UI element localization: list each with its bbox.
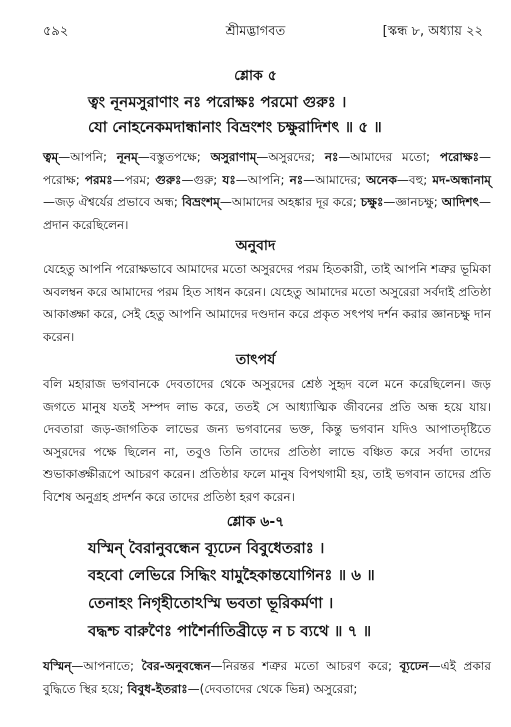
synonym-meaning: —বহু; <box>396 172 433 187</box>
synonym-meaning: —পরোক্ষ; <box>43 150 491 187</box>
synonym-word: গুরুঃ <box>155 172 182 187</box>
verse-line: বদ্ধশ্চ বারুণৈঃ পাশৈর্নাতিব্রীড়ে ন চ ব্যথে ॥ ৭ ॥ <box>88 622 372 640</box>
synonym-word: নঃ <box>324 150 339 164</box>
synonym-meaning: —জড় ঐশ্বর্যের প্রভাবে অন্ধ; <box>43 195 182 209</box>
synonym-meaning: —অসুরদের; <box>256 150 325 164</box>
synonym-word: বিবুধ-ইতরাঃ <box>127 681 188 696</box>
synonym-word: অনেক <box>366 172 397 187</box>
synonym-word: নূনম্ <box>116 150 138 164</box>
synonym-word: বিভ্রংশম্ <box>181 195 220 209</box>
translation-text: যেহেতু আপনি পরোক্ষভাবে আমাদের মতো অসুরদের পরম হিতকারী, তাই আপনি শত্রুর ভূমিকা অবলম্বন করে আমাদের পরম হিত সাধন করেন। যেহেতু আমাদের মতো অসুরেরা সর্বদাই প্রতিষ্ঠা আকাঙ্ক্ষা করে, সেই হেতু আপনি আমাদের দণ্ডদান করে প্রকৃত সৎপথ দর্শন করার জ্ঞানচক্ষু দান করেন। <box>43 262 491 344</box>
synonym-meaning: —(দেবতাদের থেকে ভিন্ন) অসুরেরা; <box>187 681 358 696</box>
synonym-meaning: —জ্ঞানচক্ষু; <box>383 195 442 209</box>
synonym-meaning: —আপনি; <box>235 172 290 187</box>
shloka-6-7-heading: শ্লোক ৬-৭ <box>226 514 285 530</box>
shloka-5-heading: শ্লোক ৫ <box>234 68 277 84</box>
synonym-word: ত্বম্ <box>43 150 59 164</box>
book-title: শ্রীমদ্ভাগবত <box>225 24 286 39</box>
synonym-word: বৈর-অনুবন্ধেন <box>141 659 211 673</box>
chapter-reference: [স্কন্ধ ৮, অধ্যায় ২২ <box>382 24 483 39</box>
synonym-word: মদ-অন্ধানাম্ <box>432 172 491 187</box>
synonym-word: আদিশৎ <box>441 195 479 209</box>
verse-line: যো নোহনেকমদান্ধানাং বিভ্রংশং চক্ষুরাদিশৎ ॥ ৫ ॥ <box>88 118 382 136</box>
synonym-meaning: —আপনি; <box>58 150 117 164</box>
synonym-meaning: —নিরন্তর শত্রুর মতো আচরণ করে; <box>210 659 400 673</box>
synonym-meaning: —গুরু; <box>181 172 223 187</box>
synonym-word: পরমঃ <box>84 172 113 187</box>
synonyms-shloka-6-7 <box>43 655 491 700</box>
verse-line: তেনাহং নিগৃহীতোঽস্মি ভবতা ভূরিকর্মণা । <box>88 594 334 612</box>
synonym-meaning: —বস্তুতপক্ষে; <box>137 150 211 164</box>
synonym-word: নঃ <box>289 172 304 187</box>
verse-line: বহবো লেভিরে সিদ্ধিং যামুহৈকান্তযোগিনঃ ॥ ৬ ॥ <box>88 566 375 584</box>
synonym-word: ব্যূঢেন <box>399 659 429 673</box>
purport-text: বলি মহারাজ ভগবানকে দেবতাদের থেকে অসুরদের শ্রেষ্ঠ সুহৃদ বলে মনে করেছিলেন। জড় জগতে মানুষ যতই সম্পদ লাভ করে, ততই সে আধ্যাত্মিক জীবনের প্রতি অন্ধ হয়ে যায়। দেবতারা জড়-জাগতিক লাভের জন্য ভগবানের ভক্ত, কিন্তু ভগবান যদিও আপাতদৃষ্টিতে অসুরদের পক্ষে ছিলেন না, তবুও তিনি তাদের প্রতিষ্ঠা লাভে বঞ্চিত করে সর্বদা তাদের শুভাকাঙ্ক্ষীরূপে আচরণ করেন। প্রতিষ্ঠার ফলে মানুষ বিপথগামী হয়, তাই ভগবান তাদের প্রতি বিশেষ অনুগ্রহ প্রদর্শন করে তাদের প্রতিষ্ঠা হরণ করেন। <box>43 377 491 504</box>
synonym-word: অসুরাণাম্ <box>210 150 257 164</box>
synonym-meaning: —প্রদান করেছিলেন। <box>43 195 491 232</box>
synonym-meaning: —পরম; <box>112 172 156 187</box>
synonym-word: পরোক্ষঃ <box>439 150 479 164</box>
synonym-meaning: —আমাদের মতো; <box>338 150 440 164</box>
synonym-meaning: —এই প্রকার বুদ্ধিতে স্থির হয়ে; <box>43 659 491 696</box>
translation-heading: অনুবাদ <box>235 238 276 254</box>
purport-heading: তাৎপর্য <box>235 352 276 368</box>
verse-line: ত্বং নূনমসুরাণাং নঃ পরোক্ষঃ পরমো গুরুঃ । <box>88 93 347 111</box>
verse-line: যস্মিন্ বৈরানুবন্ধেন ব্যূঢেন বিবুধেতরাঃ । <box>88 539 325 557</box>
synonym-word: চক্ষুঃ <box>360 195 384 209</box>
synonym-meaning: —আমাদের অহঙ্কার দূর করে; <box>219 195 361 209</box>
synonym-word: যস্মিন্ <box>43 659 72 673</box>
synonym-meaning: —আপনাতে; <box>71 659 142 673</box>
synonym-word: যঃ <box>222 172 236 187</box>
synonyms-shloka-5 <box>43 146 491 236</box>
synonym-meaning: —আমাদের; <box>303 172 367 187</box>
page-number: ৫৯২ <box>43 24 69 39</box>
